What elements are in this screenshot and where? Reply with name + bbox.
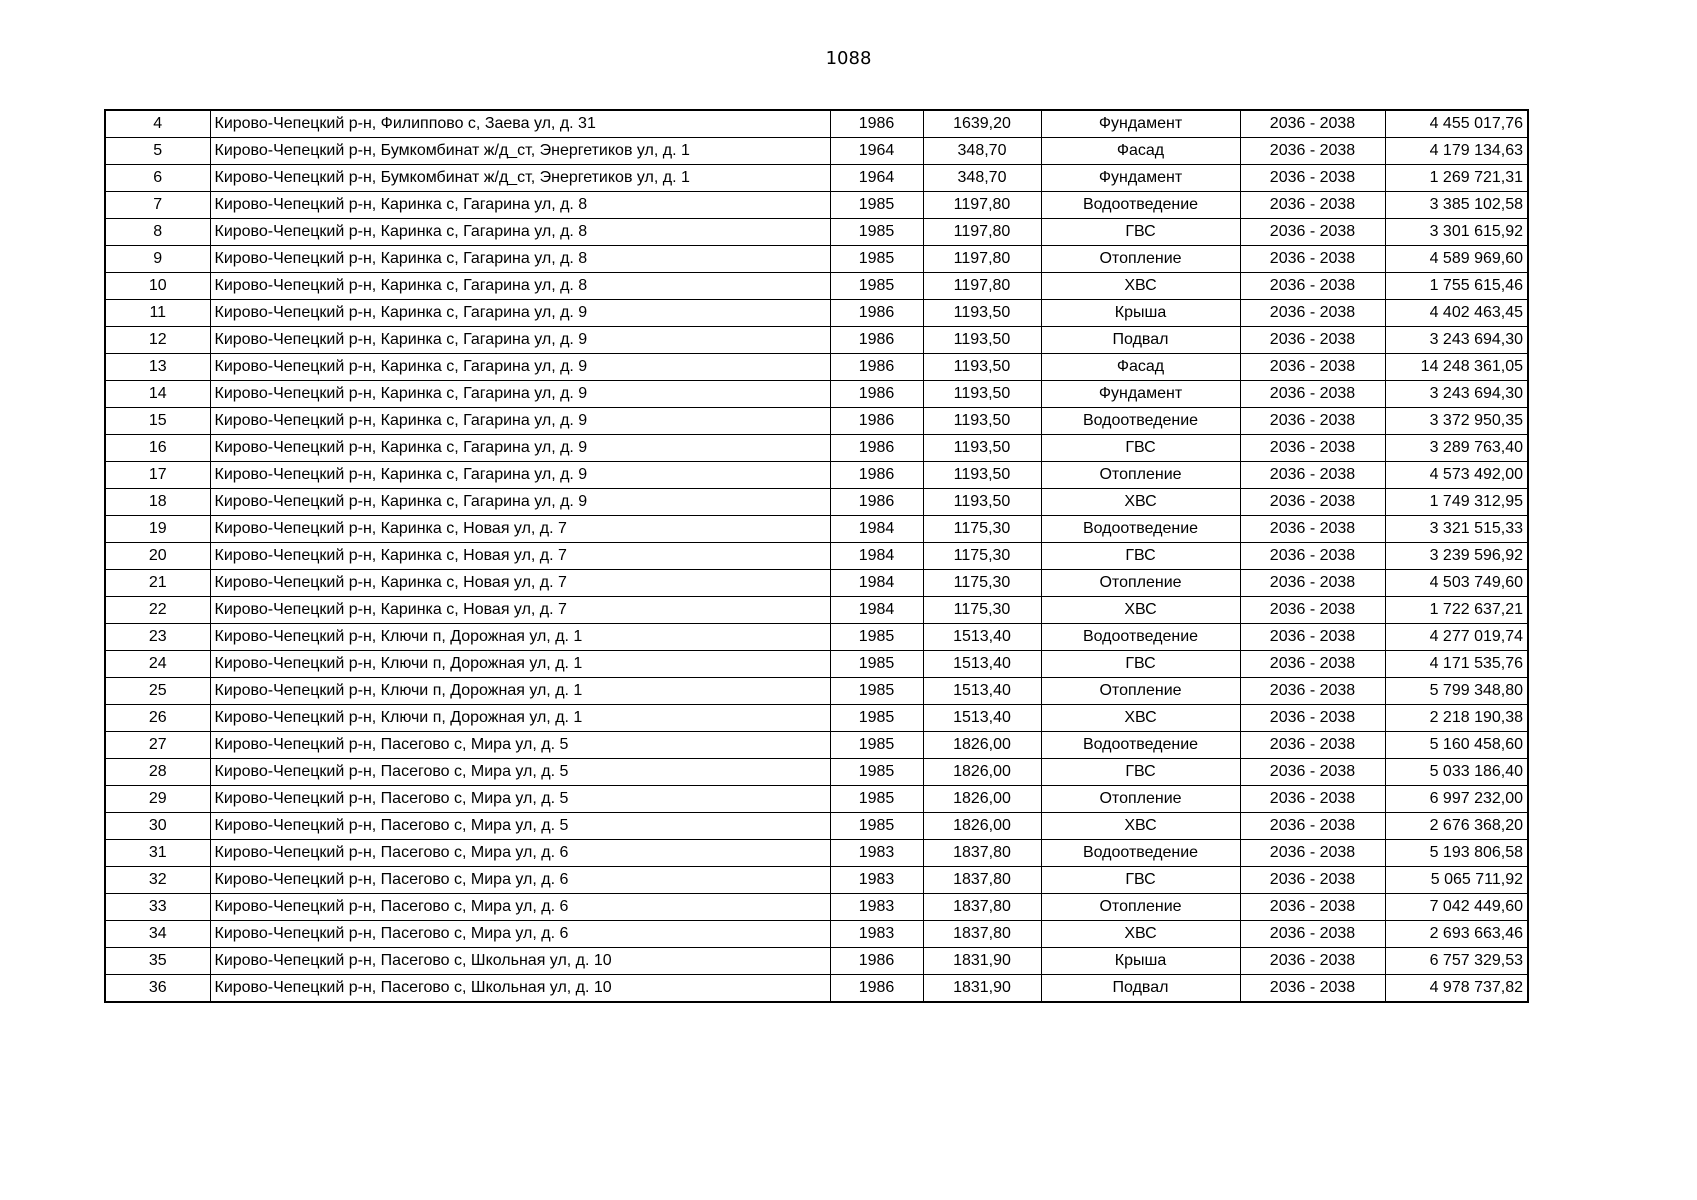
- work-type-cell: Отопление: [1041, 894, 1240, 921]
- work-type-cell: Водоотведение: [1041, 624, 1240, 651]
- row-number-cell: 15: [105, 408, 210, 435]
- address-cell: Кирово-Чепецкий р-н, Каринка с, Гагарина ул, д. 9: [210, 408, 830, 435]
- work-type-cell: Крыша: [1041, 300, 1240, 327]
- area-cell: 1193,50: [923, 435, 1041, 462]
- address-cell: Кирово-Чепецкий р-н, Каринка с, Гагарина ул, д. 8: [210, 246, 830, 273]
- work-type-cell: ГВС: [1041, 435, 1240, 462]
- year-cell: 1986: [830, 408, 923, 435]
- address-cell: Кирово-Чепецкий р-н, Пасегово с, Мира ул, д. 5: [210, 759, 830, 786]
- address-cell: Кирово-Чепецкий р-н, Каринка с, Новая ул, д. 7: [210, 570, 830, 597]
- area-cell: 1193,50: [923, 489, 1041, 516]
- table-row: [105, 705, 1528, 732]
- table-row: [105, 543, 1528, 570]
- year-cell: 1986: [830, 300, 923, 327]
- area-cell: 348,70: [923, 138, 1041, 165]
- address-cell: Кирово-Чепецкий р-н, Каринка с, Новая ул, д. 7: [210, 597, 830, 624]
- row-number-cell: 25: [105, 678, 210, 705]
- row-number-cell: 4: [105, 110, 210, 138]
- cost-cell: 4 503 749,60: [1385, 570, 1528, 597]
- cost-cell: 3 243 694,30: [1385, 381, 1528, 408]
- work-type-cell: ХВС: [1041, 705, 1240, 732]
- area-cell: 1175,30: [923, 570, 1041, 597]
- table-row: [105, 948, 1528, 975]
- area-cell: 1826,00: [923, 732, 1041, 759]
- row-number-cell: 35: [105, 948, 210, 975]
- period-cell: 2036 - 2038: [1240, 813, 1385, 840]
- registry-table-body: [105, 110, 1528, 1002]
- table-row: [105, 759, 1528, 786]
- area-cell: 1639,20: [923, 110, 1041, 138]
- row-number-cell: 26: [105, 705, 210, 732]
- row-number-cell: 16: [105, 435, 210, 462]
- row-number-cell: 6: [105, 165, 210, 192]
- cost-cell: 3 289 763,40: [1385, 435, 1528, 462]
- table-row: [105, 975, 1528, 1003]
- work-type-cell: Водоотведение: [1041, 192, 1240, 219]
- row-number-cell: 33: [105, 894, 210, 921]
- table-row: [105, 624, 1528, 651]
- cost-cell: 3 372 950,35: [1385, 408, 1528, 435]
- address-cell: Кирово-Чепецкий р-н, Филиппово с, Заева ул, д. 31: [210, 110, 830, 138]
- period-cell: 2036 - 2038: [1240, 786, 1385, 813]
- work-type-cell: ГВС: [1041, 867, 1240, 894]
- period-cell: 2036 - 2038: [1240, 921, 1385, 948]
- area-cell: 1197,80: [923, 246, 1041, 273]
- year-cell: 1985: [830, 651, 923, 678]
- cost-cell: 1 722 637,21: [1385, 597, 1528, 624]
- table-row: [105, 219, 1528, 246]
- address-cell: Кирово-Чепецкий р-н, Каринка с, Гагарина ул, д. 9: [210, 489, 830, 516]
- period-cell: 2036 - 2038: [1240, 219, 1385, 246]
- period-cell: 2036 - 2038: [1240, 138, 1385, 165]
- area-cell: 1831,90: [923, 948, 1041, 975]
- work-type-cell: Фасад: [1041, 354, 1240, 381]
- row-number-cell: 24: [105, 651, 210, 678]
- row-number-cell: 31: [105, 840, 210, 867]
- work-type-cell: ГВС: [1041, 543, 1240, 570]
- work-type-cell: Фундамент: [1041, 381, 1240, 408]
- row-number-cell: 36: [105, 975, 210, 1003]
- row-number-cell: 22: [105, 597, 210, 624]
- page-number: 1088: [825, 48, 872, 69]
- cost-cell: 5 033 186,40: [1385, 759, 1528, 786]
- period-cell: 2036 - 2038: [1240, 543, 1385, 570]
- year-cell: 1985: [830, 624, 923, 651]
- area-cell: 1193,50: [923, 381, 1041, 408]
- area-cell: 1513,40: [923, 678, 1041, 705]
- year-cell: 1984: [830, 597, 923, 624]
- work-type-cell: Водоотведение: [1041, 732, 1240, 759]
- period-cell: 2036 - 2038: [1240, 516, 1385, 543]
- year-cell: 1985: [830, 786, 923, 813]
- area-cell: 1837,80: [923, 840, 1041, 867]
- year-cell: 1985: [830, 732, 923, 759]
- row-number-cell: 19: [105, 516, 210, 543]
- address-cell: Кирово-Чепецкий р-н, Каринка с, Новая ул, д. 7: [210, 543, 830, 570]
- row-number-cell: 21: [105, 570, 210, 597]
- work-type-cell: Подвал: [1041, 327, 1240, 354]
- address-cell: Кирово-Чепецкий р-н, Каринка с, Гагарина ул, д. 9: [210, 354, 830, 381]
- cost-cell: 4 277 019,74: [1385, 624, 1528, 651]
- table-row: [105, 489, 1528, 516]
- cost-cell: 6 997 232,00: [1385, 786, 1528, 813]
- period-cell: 2036 - 2038: [1240, 894, 1385, 921]
- work-type-cell: Водоотведение: [1041, 840, 1240, 867]
- cost-cell: 4 402 463,45: [1385, 300, 1528, 327]
- work-type-cell: ХВС: [1041, 813, 1240, 840]
- work-type-cell: Отопление: [1041, 246, 1240, 273]
- cost-cell: 3 385 102,58: [1385, 192, 1528, 219]
- year-cell: 1983: [830, 921, 923, 948]
- work-type-cell: ХВС: [1041, 273, 1240, 300]
- address-cell: Кирово-Чепецкий р-н, Пасегово с, Мира ул, д. 6: [210, 894, 830, 921]
- address-cell: Кирово-Чепецкий р-н, Пасегово с, Мира ул, д. 5: [210, 732, 830, 759]
- period-cell: 2036 - 2038: [1240, 462, 1385, 489]
- work-type-cell: ГВС: [1041, 651, 1240, 678]
- address-cell: Кирово-Чепецкий р-н, Пасегово с, Мира ул, д. 6: [210, 867, 830, 894]
- work-type-cell: Фундамент: [1041, 110, 1240, 138]
- work-type-cell: ГВС: [1041, 219, 1240, 246]
- period-cell: 2036 - 2038: [1240, 732, 1385, 759]
- area-cell: 1197,80: [923, 273, 1041, 300]
- row-number-cell: 23: [105, 624, 210, 651]
- period-cell: 2036 - 2038: [1240, 570, 1385, 597]
- table-row: [105, 867, 1528, 894]
- table-row: [105, 921, 1528, 948]
- period-cell: 2036 - 2038: [1240, 435, 1385, 462]
- row-number-cell: 10: [105, 273, 210, 300]
- cost-cell: 5 799 348,80: [1385, 678, 1528, 705]
- address-cell: Кирово-Чепецкий р-н, Бумкомбинат ж/д_ст, Энергетиков ул, д. 1: [210, 138, 830, 165]
- year-cell: 1985: [830, 246, 923, 273]
- row-number-cell: 13: [105, 354, 210, 381]
- row-number-cell: 34: [105, 921, 210, 948]
- table-row: [105, 192, 1528, 219]
- cost-cell: 3 301 615,92: [1385, 219, 1528, 246]
- row-number-cell: 8: [105, 219, 210, 246]
- area-cell: 1513,40: [923, 705, 1041, 732]
- area-cell: 348,70: [923, 165, 1041, 192]
- year-cell: 1986: [830, 327, 923, 354]
- year-cell: 1984: [830, 570, 923, 597]
- period-cell: 2036 - 2038: [1240, 948, 1385, 975]
- period-cell: 2036 - 2038: [1240, 408, 1385, 435]
- address-cell: Кирово-Чепецкий р-н, Каринка с, Гагарина ул, д. 8: [210, 192, 830, 219]
- table-row: [105, 246, 1528, 273]
- period-cell: 2036 - 2038: [1240, 300, 1385, 327]
- period-cell: 2036 - 2038: [1240, 192, 1385, 219]
- row-number-cell: 14: [105, 381, 210, 408]
- address-cell: Кирово-Чепецкий р-н, Каринка с, Гагарина ул, д. 9: [210, 327, 830, 354]
- row-number-cell: 27: [105, 732, 210, 759]
- year-cell: 1986: [830, 354, 923, 381]
- period-cell: 2036 - 2038: [1240, 651, 1385, 678]
- address-cell: Кирово-Чепецкий р-н, Каринка с, Гагарина ул, д. 8: [210, 273, 830, 300]
- year-cell: 1964: [830, 138, 923, 165]
- address-cell: Кирово-Чепецкий р-н, Каринка с, Гагарина ул, д. 9: [210, 300, 830, 327]
- row-number-cell: 9: [105, 246, 210, 273]
- period-cell: 2036 - 2038: [1240, 381, 1385, 408]
- work-type-cell: Отопление: [1041, 678, 1240, 705]
- work-type-cell: ХВС: [1041, 921, 1240, 948]
- area-cell: 1193,50: [923, 354, 1041, 381]
- table-row: [105, 381, 1528, 408]
- table-row: [105, 678, 1528, 705]
- work-type-cell: ХВС: [1041, 489, 1240, 516]
- period-cell: 2036 - 2038: [1240, 165, 1385, 192]
- table-row: [105, 435, 1528, 462]
- year-cell: 1986: [830, 489, 923, 516]
- table-row: [105, 597, 1528, 624]
- address-cell: Кирово-Чепецкий р-н, Ключи п, Дорожная ул, д. 1: [210, 705, 830, 732]
- registry-table: [104, 109, 1529, 1003]
- cost-cell: 4 573 492,00: [1385, 462, 1528, 489]
- cost-cell: 7 042 449,60: [1385, 894, 1528, 921]
- work-type-cell: Подвал: [1041, 975, 1240, 1003]
- cost-cell: 2 218 190,38: [1385, 705, 1528, 732]
- year-cell: 1986: [830, 381, 923, 408]
- cost-cell: 2 693 663,46: [1385, 921, 1528, 948]
- area-cell: 1175,30: [923, 543, 1041, 570]
- address-cell: Кирово-Чепецкий р-н, Ключи п, Дорожная ул, д. 1: [210, 678, 830, 705]
- cost-cell: 1 755 615,46: [1385, 273, 1528, 300]
- row-number-cell: 7: [105, 192, 210, 219]
- area-cell: 1826,00: [923, 786, 1041, 813]
- row-number-cell: 28: [105, 759, 210, 786]
- year-cell: 1986: [830, 110, 923, 138]
- table-row: [105, 110, 1528, 138]
- cost-cell: 6 757 329,53: [1385, 948, 1528, 975]
- table-row: [105, 651, 1528, 678]
- area-cell: 1193,50: [923, 327, 1041, 354]
- cost-cell: 3 243 694,30: [1385, 327, 1528, 354]
- area-cell: 1513,40: [923, 624, 1041, 651]
- table-row: [105, 354, 1528, 381]
- period-cell: 2036 - 2038: [1240, 840, 1385, 867]
- area-cell: 1513,40: [923, 651, 1041, 678]
- period-cell: 2036 - 2038: [1240, 597, 1385, 624]
- cost-cell: 4 978 737,82: [1385, 975, 1528, 1003]
- address-cell: Кирово-Чепецкий р-н, Пасегово с, Школьная ул, д. 10: [210, 975, 830, 1003]
- year-cell: 1984: [830, 543, 923, 570]
- period-cell: 2036 - 2038: [1240, 273, 1385, 300]
- table-row: [105, 462, 1528, 489]
- cost-cell: 5 160 458,60: [1385, 732, 1528, 759]
- work-type-cell: Отопление: [1041, 462, 1240, 489]
- cost-cell: 1 269 721,31: [1385, 165, 1528, 192]
- year-cell: 1985: [830, 273, 923, 300]
- row-number-cell: 11: [105, 300, 210, 327]
- cost-cell: 5 193 806,58: [1385, 840, 1528, 867]
- cost-cell: 1 749 312,95: [1385, 489, 1528, 516]
- year-cell: 1985: [830, 219, 923, 246]
- period-cell: 2036 - 2038: [1240, 759, 1385, 786]
- table-row: [105, 840, 1528, 867]
- period-cell: 2036 - 2038: [1240, 705, 1385, 732]
- year-cell: 1985: [830, 759, 923, 786]
- cost-cell: 4 455 017,76: [1385, 110, 1528, 138]
- row-number-cell: 30: [105, 813, 210, 840]
- area-cell: 1826,00: [923, 813, 1041, 840]
- area-cell: 1193,50: [923, 408, 1041, 435]
- year-cell: 1985: [830, 678, 923, 705]
- work-type-cell: Водоотведение: [1041, 408, 1240, 435]
- year-cell: 1983: [830, 894, 923, 921]
- year-cell: 1986: [830, 948, 923, 975]
- address-cell: Кирово-Чепецкий р-н, Каринка с, Гагарина ул, д. 9: [210, 435, 830, 462]
- area-cell: 1831,90: [923, 975, 1041, 1003]
- year-cell: 1986: [830, 462, 923, 489]
- area-cell: 1826,00: [923, 759, 1041, 786]
- area-cell: 1197,80: [923, 219, 1041, 246]
- area-cell: 1175,30: [923, 597, 1041, 624]
- address-cell: Кирово-Чепецкий р-н, Каринка с, Гагарина ул, д. 9: [210, 381, 830, 408]
- address-cell: Кирово-Чепецкий р-н, Каринка с, Новая ул, д. 7: [210, 516, 830, 543]
- row-number-cell: 29: [105, 786, 210, 813]
- row-number-cell: 20: [105, 543, 210, 570]
- table-row: [105, 516, 1528, 543]
- period-cell: 2036 - 2038: [1240, 246, 1385, 273]
- row-number-cell: 32: [105, 867, 210, 894]
- period-cell: 2036 - 2038: [1240, 624, 1385, 651]
- year-cell: 1986: [830, 975, 923, 1003]
- cost-cell: 3 321 515,33: [1385, 516, 1528, 543]
- period-cell: 2036 - 2038: [1240, 678, 1385, 705]
- year-cell: 1985: [830, 705, 923, 732]
- row-number-cell: 5: [105, 138, 210, 165]
- area-cell: 1837,80: [923, 921, 1041, 948]
- address-cell: Кирово-Чепецкий р-н, Пасегово с, Мира ул, д. 6: [210, 840, 830, 867]
- area-cell: 1175,30: [923, 516, 1041, 543]
- work-type-cell: ХВС: [1041, 597, 1240, 624]
- period-cell: 2036 - 2038: [1240, 975, 1385, 1003]
- period-cell: 2036 - 2038: [1240, 354, 1385, 381]
- year-cell: 1964: [830, 165, 923, 192]
- address-cell: Кирово-Чепецкий р-н, Пасегово с, Школьная ул, д. 10: [210, 948, 830, 975]
- row-number-cell: 12: [105, 327, 210, 354]
- year-cell: 1983: [830, 867, 923, 894]
- address-cell: Кирово-Чепецкий р-н, Пасегово с, Мира ул, д. 6: [210, 921, 830, 948]
- table-row: [105, 786, 1528, 813]
- table-row: [105, 570, 1528, 597]
- address-cell: Кирово-Чепецкий р-н, Ключи п, Дорожная ул, д. 1: [210, 651, 830, 678]
- period-cell: 2036 - 2038: [1240, 489, 1385, 516]
- work-type-cell: Отопление: [1041, 570, 1240, 597]
- table-row: [105, 300, 1528, 327]
- table-row: [105, 327, 1528, 354]
- address-cell: Кирово-Чепецкий р-н, Пасегово с, Мира ул, д. 5: [210, 813, 830, 840]
- cost-cell: 14 248 361,05: [1385, 354, 1528, 381]
- area-cell: 1837,80: [923, 894, 1041, 921]
- year-cell: 1986: [830, 435, 923, 462]
- cost-cell: 4 171 535,76: [1385, 651, 1528, 678]
- table-row: [105, 408, 1528, 435]
- year-cell: 1983: [830, 840, 923, 867]
- cost-cell: 2 676 368,20: [1385, 813, 1528, 840]
- year-cell: 1984: [830, 516, 923, 543]
- work-type-cell: Фасад: [1041, 138, 1240, 165]
- address-cell: Кирово-Чепецкий р-н, Ключи п, Дорожная ул, д. 1: [210, 624, 830, 651]
- row-number-cell: 17: [105, 462, 210, 489]
- cost-cell: 3 239 596,92: [1385, 543, 1528, 570]
- work-type-cell: Водоотведение: [1041, 516, 1240, 543]
- work-type-cell: Фундамент: [1041, 165, 1240, 192]
- cost-cell: 4 589 969,60: [1385, 246, 1528, 273]
- year-cell: 1985: [830, 192, 923, 219]
- address-cell: Кирово-Чепецкий р-н, Каринка с, Гагарина ул, д. 9: [210, 462, 830, 489]
- area-cell: 1837,80: [923, 867, 1041, 894]
- table-row: [105, 732, 1528, 759]
- table-row: [105, 165, 1528, 192]
- year-cell: 1985: [830, 813, 923, 840]
- area-cell: 1193,50: [923, 462, 1041, 489]
- table-row: [105, 273, 1528, 300]
- address-cell: Кирово-Чепецкий р-н, Каринка с, Гагарина ул, д. 8: [210, 219, 830, 246]
- row-number-cell: 18: [105, 489, 210, 516]
- area-cell: 1197,80: [923, 192, 1041, 219]
- address-cell: Кирово-Чепецкий р-н, Пасегово с, Мира ул, д. 5: [210, 786, 830, 813]
- cost-cell: 5 065 711,92: [1385, 867, 1528, 894]
- work-type-cell: Крыша: [1041, 948, 1240, 975]
- period-cell: 2036 - 2038: [1240, 110, 1385, 138]
- address-cell: Кирово-Чепецкий р-н, Бумкомбинат ж/д_ст, Энергетиков ул, д. 1: [210, 165, 830, 192]
- period-cell: 2036 - 2038: [1240, 327, 1385, 354]
- table-row: [105, 813, 1528, 840]
- work-type-cell: Отопление: [1041, 786, 1240, 813]
- work-type-cell: ГВС: [1041, 759, 1240, 786]
- table-row: [105, 894, 1528, 921]
- table-row: [105, 138, 1528, 165]
- period-cell: 2036 - 2038: [1240, 867, 1385, 894]
- cost-cell: 4 179 134,63: [1385, 138, 1528, 165]
- area-cell: 1193,50: [923, 300, 1041, 327]
